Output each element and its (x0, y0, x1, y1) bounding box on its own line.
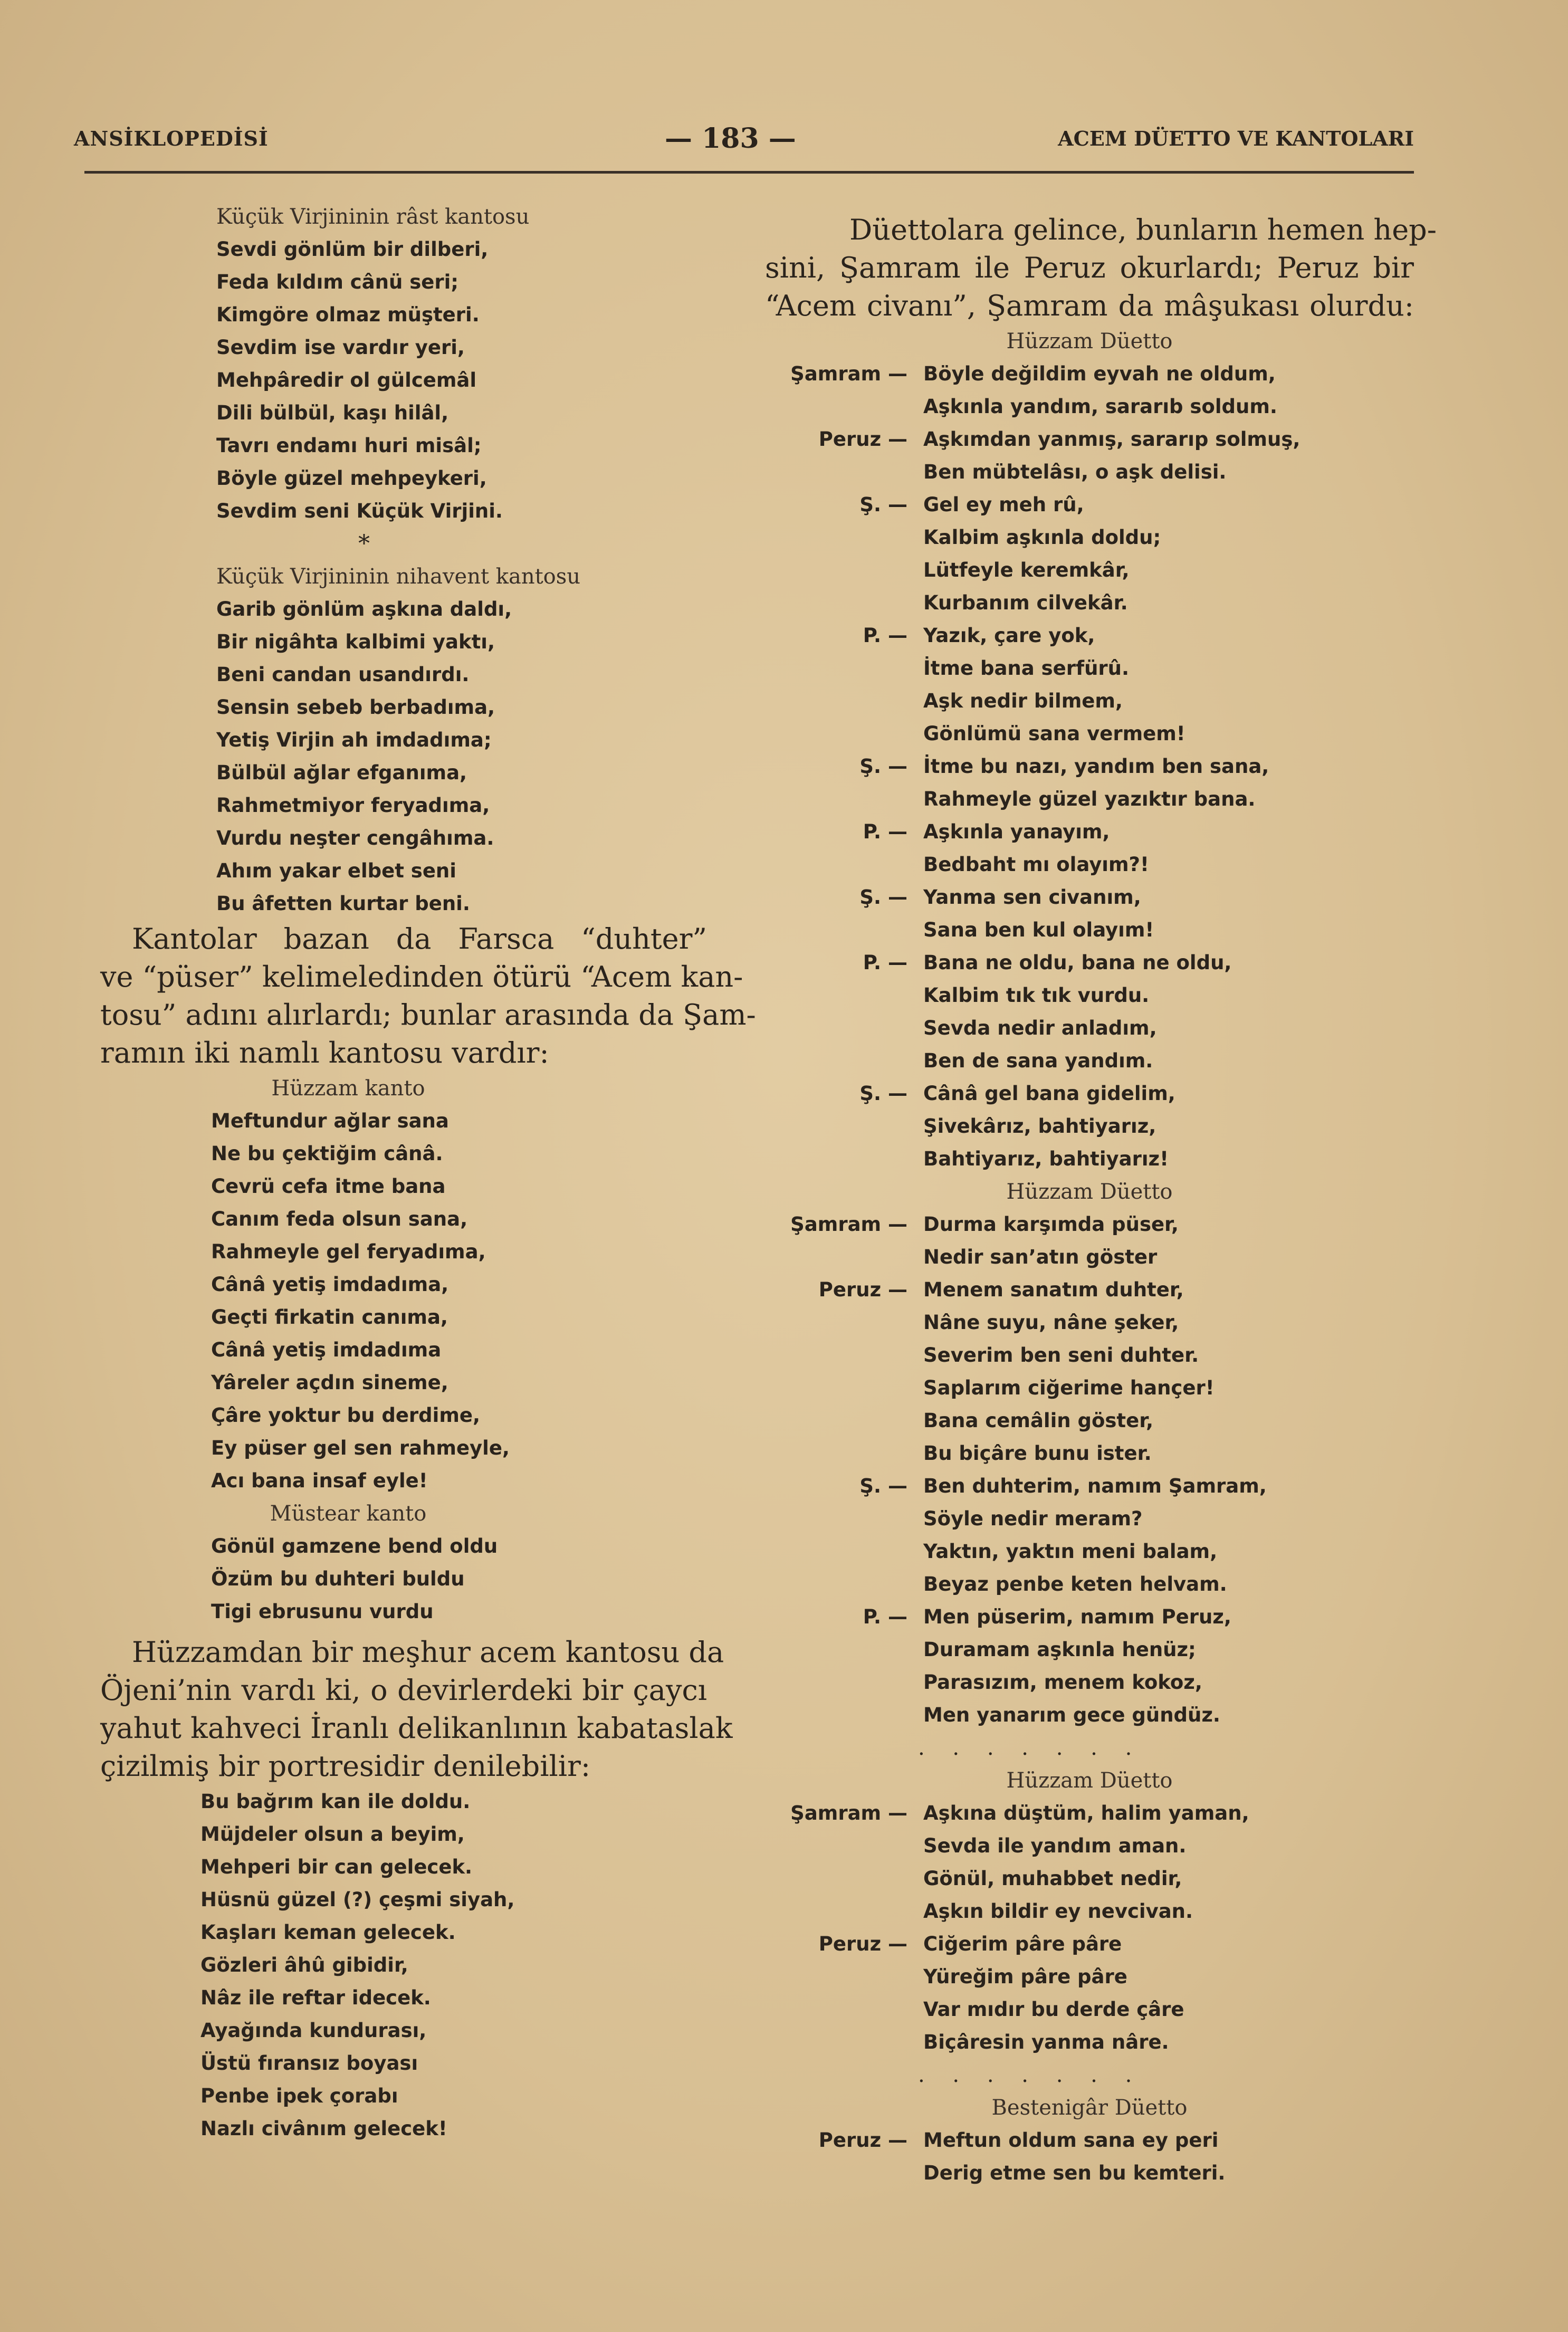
dialogue-line (765, 881, 1430, 914)
speaker-label: P. — (863, 1605, 907, 1628)
verse-line: Feda kıldım cânü seri; (216, 271, 459, 293)
verse-line: Özüm bu duhteri buldu (211, 1568, 465, 1590)
prose-line: tosu” adını alırlardı; bunlar arasında da Şam- (100, 998, 756, 1031)
verse-line: Saplarım ciğerime hançer! (923, 1377, 1215, 1399)
verse-line: Bu bağrım kan ile doldu. (200, 1790, 471, 1813)
dialogue-line (765, 1241, 1430, 1274)
verse-line: Yâreler açdın sineme, (211, 1371, 448, 1394)
dialogue-line (765, 2124, 1430, 2157)
dialogue-line (765, 1274, 1430, 1306)
verse-line: Hüsnü güzel (?) çeşmi siyah, (200, 1888, 515, 1911)
dialogue-line (765, 619, 1430, 652)
dialogue-line (765, 750, 1430, 783)
speaker-label: Peruz — (818, 428, 907, 451)
dialogue-line (765, 554, 1430, 587)
dialogue-line (765, 521, 1430, 554)
dialogue-line (765, 1568, 1430, 1601)
duet-caption: Bestenigâr Düetto (991, 2096, 1188, 2120)
left-column (90, 200, 756, 2145)
speaker-label: P. — (863, 951, 907, 974)
verse-line: Yazık, çare yok, (923, 624, 1095, 647)
verse-line: Rahmetmiyor feryadıma, (216, 794, 490, 817)
verse-line: Derig etme sen bu kemteri. (923, 2162, 1226, 2184)
verse-line: Acı bana insaf eyle! (211, 1469, 428, 1492)
verse-line: Menem sanatım duhter, (923, 1278, 1184, 1301)
dialogue-line (765, 1372, 1430, 1404)
verse-line: Var mıdır bu derde çâre (923, 1998, 1184, 2021)
verse-line: Yüreğim pâre pâre (923, 1965, 1127, 1988)
verse-line: Söyle nedir meram? (923, 1507, 1143, 1530)
verse-line: Meftundur ağlar sana (211, 1110, 449, 1132)
speaker-label: P. — (863, 820, 907, 843)
verse-line: Aşkınla yanayım, (923, 820, 1110, 843)
verse-line: Bülbül ağlar efganıma, (216, 761, 467, 784)
verse-line: Men yanarım gece gündüz. (923, 1704, 1220, 1726)
verse-line: Penbe ipek çorabı (200, 2085, 398, 2107)
ellipsis-separator: . . . . . . . (918, 2063, 1143, 2087)
verse-line: Cânâ gel bana gidelim, (923, 1082, 1175, 1105)
verse-line: Yaktın, yaktın meni balam, (923, 1540, 1218, 1563)
verse-line: Üstü fıransız boyası (200, 2052, 418, 2075)
dialogue-line (765, 1077, 1430, 1110)
prose-line: sini, Şamram ile Peruz okurlardı; Peruz bir (765, 251, 1414, 284)
duet-caption: Hüzzam Düetto (1006, 1180, 1173, 1204)
speaker-label: Peruz — (818, 1933, 907, 1955)
dialogue-line (765, 1208, 1430, 1241)
verse-line: Rahmeyle güzel yazıktır bana. (923, 788, 1256, 810)
verse-line: Ayağında kundurası, (200, 2019, 427, 2042)
verse-line: Bana cemâlin göster, (923, 1409, 1154, 1432)
verse-line: Sevda nedir anladım, (923, 1017, 1157, 1039)
ellipsis-separator: . . . . . . . (918, 1736, 1143, 1760)
speaker-label: Şamram — (790, 1213, 907, 1236)
poem-caption: Hüzzam kanto (271, 1076, 425, 1101)
verse-line: İtme bu nazı, yandım ben sana, (923, 755, 1269, 778)
poem-caption: Küçük Virjininin râst kantosu (216, 205, 530, 229)
verse-line: Bir nigâhta kalbimi yaktı, (216, 630, 495, 653)
verse-line: Nâz ile reftar idecek. (200, 1986, 431, 2009)
dialogue-line (765, 1699, 1430, 1732)
verse-line: Ahım yakar elbet seni (216, 859, 456, 882)
speaker-label: Şamram — (790, 362, 907, 385)
dialogue-line (765, 358, 1430, 390)
prose-line: ve “püser” kelimeledinden ötürü “Acem kan- (100, 960, 743, 993)
duet-caption: Hüzzam Düetto (1006, 329, 1173, 353)
dialogue-line (765, 1895, 1430, 1928)
duet-huzzam-2 (765, 1208, 1430, 1732)
prose-line: Hüzzamdan bir meşhur acem kantosu da (132, 1636, 724, 1669)
verse-line: Bahtiyarız, bahtiyarız! (923, 1148, 1169, 1170)
section-separator: * (358, 530, 370, 557)
dialogue-line (765, 1961, 1430, 1993)
dialogue-line (765, 1666, 1430, 1699)
speaker-label: Ş. — (859, 755, 907, 778)
verse-line: Sensin sebeb berbadıma, (216, 696, 495, 719)
verse-line: Kurbanım cilvekâr. (923, 591, 1128, 614)
prose-line: Düettolara gelince, bunların hemen hep- (849, 213, 1437, 246)
verse-line: Ben mübtelâsı, o aşk delisi. (923, 461, 1227, 483)
verse-line: Beyaz penbe keten helvam. (923, 1573, 1227, 1595)
dialogue-line (765, 1306, 1430, 1339)
verse-line: Mehpâredir ol gülcemâl (216, 369, 477, 391)
verse-line: Bu biçâre bunu ister. (923, 1442, 1152, 1465)
verse-line: Lütfeyle keremkâr, (923, 559, 1130, 581)
verse-line: Ey püser gel sen rahmeyle, (211, 1437, 510, 1459)
verse-line: Cânâ yetiş imdadıma, (211, 1273, 449, 1296)
dialogue-line (765, 1143, 1430, 1175)
verse-line: Yetiş Virjin ah imdadıma; (216, 729, 492, 751)
dialogue-line (765, 652, 1430, 685)
verse-line: Biçâresin yanma nâre. (923, 2031, 1169, 2053)
duet-huzzam-1 (765, 358, 1430, 1175)
prose-line: “Acem civanı”, Şamram da mâşukası olurdu: (765, 289, 1414, 322)
dialogue-line (765, 1993, 1430, 2026)
poem-virjini-rast (90, 200, 723, 528)
verse-line: Aşk nedir bilmem, (923, 690, 1123, 712)
verse-line: Ne bu çektiğim cânâ. (211, 1142, 443, 1165)
verse-line: Şivekârız, bahtiyarız, (923, 1115, 1156, 1138)
dialogue-line (765, 1928, 1430, 1961)
verse-line: Canım feda olsun sana, (211, 1208, 468, 1230)
dialogue-line (765, 1830, 1430, 1862)
verse-line: Aşkınla yandım, sararıb soldum. (923, 395, 1277, 418)
verse-line: Ben de sana yandım. (923, 1049, 1153, 1072)
dialogue-line (765, 1535, 1430, 1568)
verse-line: Gel ey meh rû, (923, 493, 1084, 516)
verse-line: Tavrı endamı huri misâl; (216, 434, 482, 457)
dialogue-line (765, 2157, 1430, 2190)
verse-line: Tigi ebrusunu vurdu (211, 1600, 434, 1623)
verse-line: Bu âfetten kurtar beni. (216, 892, 470, 915)
verse-line: Sana ben kul olayım! (923, 919, 1154, 941)
verse-line: Sevdim ise vardır yeri, (216, 336, 465, 359)
verse-line: Müjdeler olsun a beyim, (200, 1823, 465, 1846)
verse-line: Böyle değildim eyvah ne oldum, (923, 362, 1276, 385)
verse-line: Sevdim seni Küçük Virjini. (216, 500, 503, 522)
speaker-label: Ş. — (859, 1082, 907, 1105)
verse-line: Yanma sen civanım, (923, 886, 1141, 909)
dialogue-line (765, 1012, 1430, 1045)
dialogue-line (765, 848, 1430, 881)
prose-line: çizilmiş bir portresidir denilebilir: (100, 1750, 591, 1783)
dialogue-line (765, 947, 1430, 979)
verse-line: Mehperi bir can gelecek. (200, 1856, 473, 1878)
header-left-title: ANSİKLOPEDİSİ (74, 127, 269, 150)
verse-line: Parasızım, menem kokoz, (923, 1671, 1202, 1694)
verse-line: Nedir san’atın göster (923, 1246, 1158, 1268)
verse-line: Bedbaht mı olayım?! (923, 853, 1149, 876)
verse-line: Aşkına düştüm, halim yaman, (923, 1802, 1249, 1824)
poem-huzzam-kanto (90, 1072, 723, 1497)
verse-line: Ciğerim pâre pâre (923, 1933, 1122, 1955)
verse-line: Geçti firkatin canıma, (211, 1306, 448, 1329)
duet-huzzam-3 (765, 1797, 1430, 2059)
verse-line: Durma karşımda püser, (923, 1213, 1179, 1236)
dialogue-line (765, 914, 1430, 947)
verse-line: Böyle güzel mehpeykeri, (216, 467, 487, 490)
verse-line: Çâre yoktur bu derdime, (211, 1404, 481, 1427)
dialogue-line (765, 456, 1430, 489)
verse-line: Kimgöre olmaz müşteri. (216, 303, 480, 326)
prose-paragraph (100, 1633, 733, 1785)
dialogue-line (765, 1437, 1430, 1470)
speaker-label: P. — (863, 624, 907, 647)
verse-line: Nâne suyu, nâne şeker, (923, 1311, 1179, 1334)
dialogue-line (765, 423, 1430, 456)
verse-line: Dili bülbül, kaşı hilâl, (216, 402, 449, 424)
speaker-label: Ş. — (859, 493, 907, 516)
page-number: — 183 — (665, 122, 796, 155)
right-column (765, 211, 1437, 2190)
duet-caption: Hüzzam Düetto (1006, 1769, 1173, 1793)
verse-line: Duramam aşkınla henüz; (923, 1638, 1196, 1661)
verse-line: Men püserim, namım Peruz, (923, 1605, 1231, 1628)
header-right-title: ACEM DÜETTO VE KANTOLARI (1058, 127, 1414, 150)
dialogue-line (765, 587, 1430, 619)
verse-line: Gönül, muhabbet nedir, (923, 1867, 1182, 1890)
dialogue-line (765, 1470, 1430, 1503)
verse-line: Bana ne oldu, bana ne oldu, (923, 951, 1232, 974)
dialogue-line (765, 1045, 1430, 1077)
dialogue-line (765, 2026, 1430, 2059)
prose-line: Kantolar bazan da Farsca “duhter” (132, 922, 707, 955)
verse-line: Vurdu neşter cengâhıma. (216, 827, 494, 849)
dialogue-line (765, 489, 1430, 521)
dialogue-line (765, 1797, 1430, 1830)
dialogue-line (765, 1339, 1430, 1372)
prose-paragraph (100, 920, 756, 1072)
verse-line: İtme bana serfürû. (923, 657, 1130, 680)
verse-line: Severim ben seni duhter. (923, 1344, 1199, 1366)
verse-line: Cânâ yetiş imdadıma (211, 1339, 442, 1361)
dialogue-line (765, 1503, 1430, 1535)
dialogue-line (765, 816, 1430, 848)
verse-line: Ben duhterim, namım Şamram, (923, 1475, 1267, 1497)
dialogue-line (765, 783, 1430, 816)
verse-line: Garib gönlüm aşkına daldı, (216, 598, 512, 620)
prose-line: ramın iki namlı kantosu vardır: (100, 1036, 549, 1069)
poem-mustear-kanto (90, 1497, 723, 1628)
verse-line: Gönlümü sana vermem! (923, 722, 1185, 745)
verse-line: Gözleri âhû gibidir, (200, 1954, 408, 1976)
verse-line: Meftun oldum sana ey peri (923, 2129, 1219, 2152)
verse-line: Beni candan usandırdı. (216, 663, 470, 686)
verse-line: Aşkımdan yanmış, sararıp solmuş, (923, 428, 1301, 451)
dialogue-line (765, 390, 1430, 423)
dialogue-line (765, 1404, 1430, 1437)
verse-line: Kalbim tık tık vurdu. (923, 984, 1150, 1007)
prose-paragraph (765, 211, 1437, 325)
verse-line: Sevdi gönlüm bir dilberi, (216, 238, 489, 261)
speaker-label: Ş. — (859, 886, 907, 909)
poem-ojeni-kanto (90, 1785, 723, 2145)
verse-line: Kalbim aşkınla doldu; (923, 526, 1161, 549)
poem-caption: Müstear kanto (270, 1502, 427, 1526)
dialogue-line (765, 1601, 1430, 1633)
running-header (74, 122, 1414, 164)
poem-caption: Küçük Virjininin nihavent kantosu (216, 565, 581, 589)
verse-line: Kaşları keman gelecek. (200, 1921, 456, 1944)
speaker-label: Ş. — (859, 1475, 907, 1497)
dialogue-line (765, 979, 1430, 1012)
verse-line: Aşkın bildir ey nevcivan. (923, 1900, 1193, 1923)
verse-line: Gönül gamzene bend oldu (211, 1535, 498, 1557)
poem-virjini-nihavent (90, 560, 723, 920)
speaker-label: Peruz — (818, 1278, 907, 1301)
dialogue-line (765, 685, 1430, 718)
verse-line: Sevda ile yandım aman. (923, 1834, 1187, 1857)
speaker-label: Şamram — (790, 1802, 907, 1824)
verse-line: Rahmeyle gel feryadıma, (211, 1240, 486, 1263)
duet-bestenigar (765, 2124, 1430, 2190)
dialogue-line (765, 718, 1430, 750)
verse-line: Nazlı civânım gelecek! (200, 2117, 447, 2140)
dialogue-line (765, 1862, 1430, 1895)
prose-line: Öjeni’nin vardı ki, o devirlerdeki bir çaycı (100, 1674, 707, 1707)
header-rule (84, 171, 1414, 174)
verse-line: Cevrü cefa itme bana (211, 1175, 446, 1198)
dialogue-line (765, 1110, 1430, 1143)
speaker-label: Peruz — (818, 2129, 907, 2152)
dialogue-line (765, 1633, 1430, 1666)
prose-line: yahut kahveci İranlı delikanlının kabataslak (100, 1712, 733, 1745)
